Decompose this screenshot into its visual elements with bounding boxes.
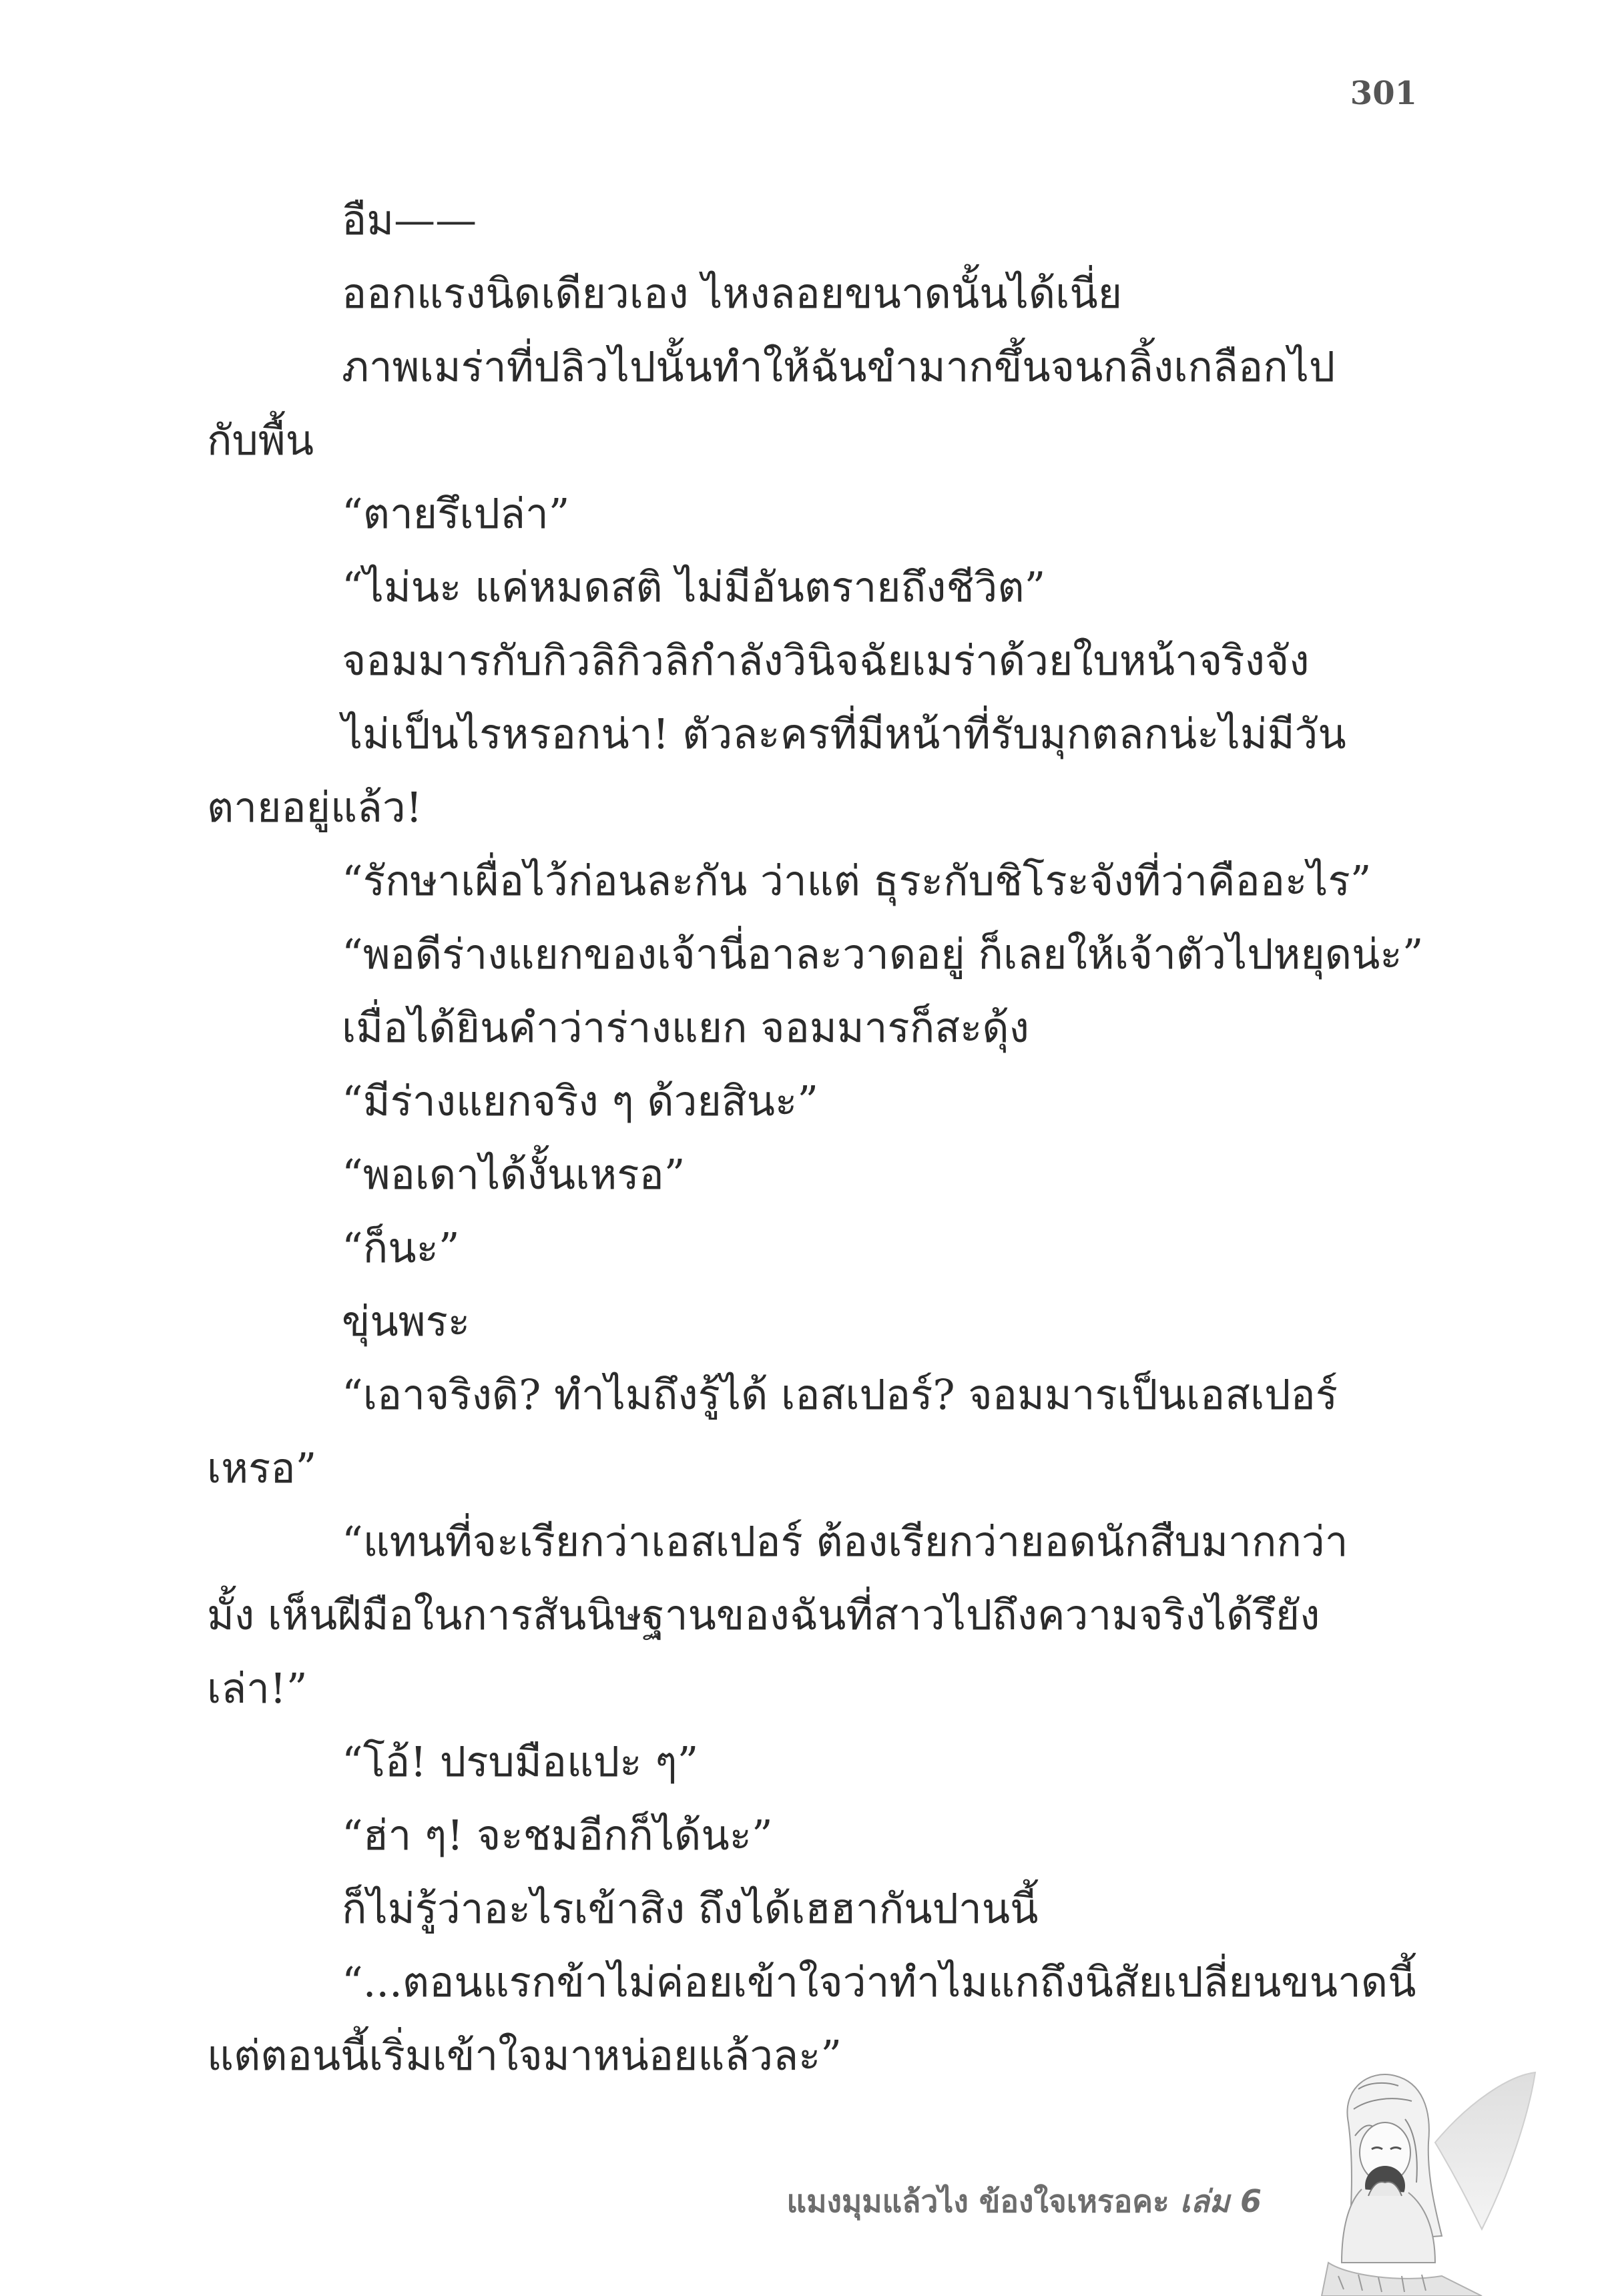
text-line: ตายอยู่แล้ว! (207, 783, 423, 832)
text-line: “รักษาเผื่อไว้ก่อนละกัน ว่าแต่ ธุระกับชิโระจังที่ว่าคืออะไร” (342, 856, 1372, 905)
text-line: “ฮ่า ๆ! จะชมอีกก็ได้นะ” (342, 1811, 773, 1859)
text-line: ออกแรงนิดเดียวเอง ไหงลอยขนาดนั้นได้เนี่ย (342, 269, 1123, 318)
character-illustration (1268, 2062, 1549, 2296)
text-line: “พอดีร่างแยกของเจ้านี่อาละวาดอยู่ ก็เลยให้เจ้าตัวไปหยุดน่ะ” (342, 930, 1424, 978)
text-line: “เอาจริงดิ? ทำไมถึงรู้ได้ เอสเปอร์? จอมมารเป็นเอสเปอร์ (342, 1370, 1338, 1419)
text-line: ไม่เป็นไรหรอกน่า! ตัวละครที่มีหน้าที่รับมุกตลกน่ะไม่มีวัน (342, 709, 1346, 758)
text-line: เล่า!” (207, 1664, 308, 1713)
text-line: “ไม่นะ แค่หมดสติ ไม่มีอันตรายถึงชีวิต” (342, 563, 1046, 611)
text-line: ภาพเมร่าที่ปลิวไปนั้นทำให้ฉันขำมากขึ้นจนกลิ้งเกลือกไป (342, 342, 1336, 391)
text-line: เหรอ” (207, 1444, 317, 1492)
text-line: จอมมารกับกิวลิกิวลิกำลังวินิจฉัยเมร่าด้วยใบหน้าจริงจัง (342, 636, 1310, 685)
text-line: แต่ตอนนี้เริ่มเข้าใจมาหน่อยแล้วละ” (207, 2031, 842, 2080)
text-line: ขุ่นพระ (342, 1297, 471, 1346)
text-line: เมื่อได้ยินคำว่าร่างแยก จอมมารก็สะดุ้ง (342, 1003, 1029, 1052)
text-line: “โอ้! ปรบมือแปะ ๆ” (342, 1737, 699, 1786)
text-line: “ก็นะ” (342, 1223, 460, 1272)
text-line: “มีร่างแยกจริง ๆ ด้วยสินะ” (342, 1077, 819, 1125)
text-line: มั้ง เห็นฝีมือในการสันนิษฐานของฉันที่สาวไปถึงความจริงได้รึยัง (207, 1591, 1320, 1639)
text-line: “พอเดาได้งั้นเหรอ” (342, 1150, 686, 1199)
text-line: “...ตอนแรกข้าไม่ค่อยเข้าใจว่าทำไมแกถึงนิสัยเปลี่ยนขนาดนี้ (342, 1958, 1416, 2006)
text-line: “ตายรึเปล่า” (342, 489, 570, 538)
text-line: กับพื้น (207, 416, 314, 465)
text-line: อืม—— (342, 196, 477, 244)
volume-label: เล่ม 6 (1179, 2183, 1262, 2219)
book-title: แมงมุมแล้วไง ข้องใจเหรอคะ (786, 2183, 1169, 2219)
book-footer (787, 2177, 1262, 2226)
text-line: “แทนที่จะเรียกว่าเอสเปอร์ ต้องเรียกว่ายอดนักสืบมากกว่า (342, 1517, 1348, 1566)
page-number: 301 (1350, 75, 1417, 112)
text-line: ก็ไม่รู้ว่าอะไรเข้าสิง ถึงได้เฮฮากันปานนี้ (342, 1884, 1039, 1933)
